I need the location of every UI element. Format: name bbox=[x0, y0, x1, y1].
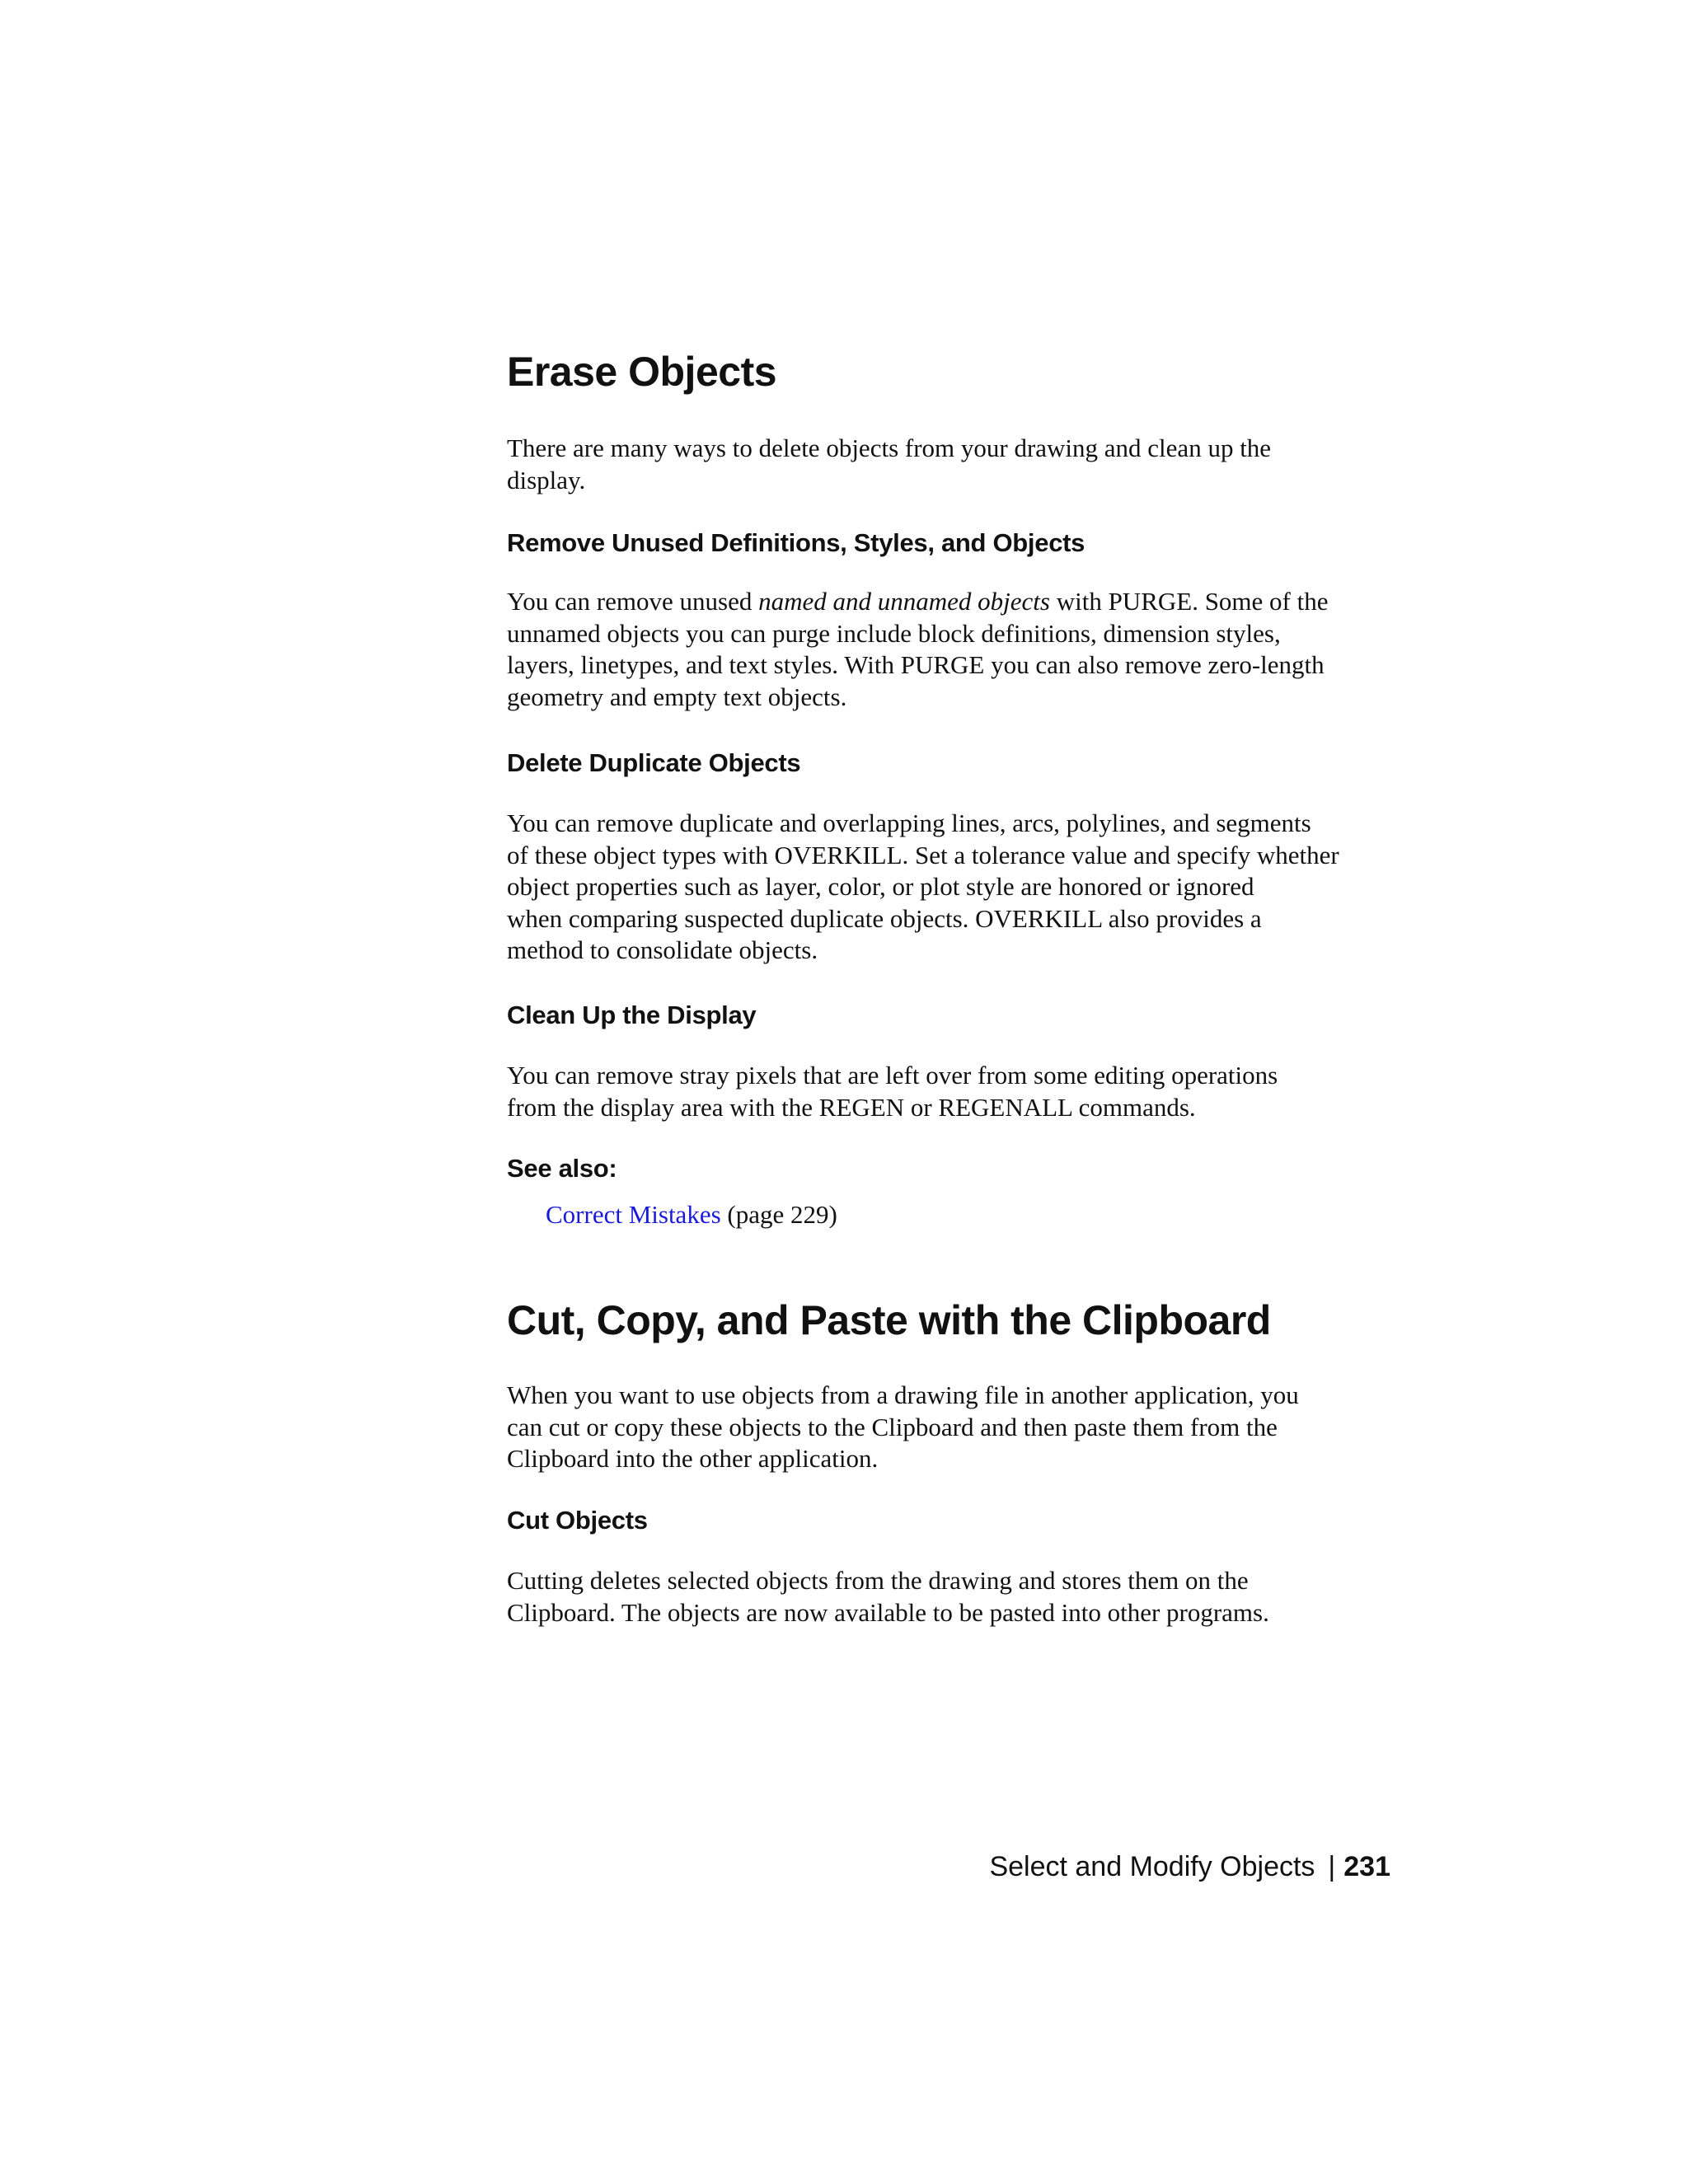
section-title-erase-objects: Erase Objects bbox=[507, 349, 777, 395]
text-line: geometry and empty text objects. bbox=[507, 682, 847, 711]
text-line: Clipboard. The objects are now available to be pasted into other programs. bbox=[507, 1597, 1269, 1627]
subheading-cut-objects: Cut Objects bbox=[507, 1506, 648, 1535]
see-also-label: See also: bbox=[507, 1154, 617, 1183]
text-line: layers, linetypes, and text styles. With PURGE you can also remove zero-length bbox=[507, 650, 1325, 679]
subheading-remove-unused: Remove Unused Definitions, Styles, and Objects bbox=[507, 528, 1085, 557]
text-line: display. bbox=[507, 465, 586, 494]
subheading-delete-duplicates: Delete Duplicate Objects bbox=[507, 748, 801, 777]
footer-separator: | bbox=[1328, 1851, 1336, 1882]
text-line: method to consolidate objects. bbox=[507, 935, 818, 964]
erase-intro-paragraph bbox=[507, 433, 1405, 496]
text-line: Cutting deletes selected objects from the drawing and stores them on the bbox=[507, 1566, 1249, 1595]
page-footer bbox=[989, 1849, 1390, 1884]
text-line: Clipboard into the other application. bbox=[507, 1444, 879, 1473]
text-line: object properties such as layer, color, or plot style are honored or ignored bbox=[507, 872, 1254, 901]
page-reference: (page 229) bbox=[720, 1200, 837, 1229]
chapter-title: Select and Modify Objects bbox=[989, 1851, 1315, 1882]
see-also-item bbox=[546, 1199, 1444, 1231]
text-run: with PURGE. Some of the bbox=[1049, 587, 1329, 616]
correct-mistakes-link[interactable]: Correct Mistakes bbox=[546, 1200, 721, 1229]
subheading-clean-up-display: Clean Up the Display bbox=[507, 1001, 757, 1029]
clean-up-paragraph bbox=[507, 1060, 1405, 1123]
clipboard-intro-paragraph bbox=[507, 1380, 1405, 1475]
cut-objects-paragraph bbox=[507, 1565, 1405, 1629]
text-line: You can remove stray pixels that are left over from some editing operations bbox=[507, 1061, 1278, 1090]
remove-unused-paragraph bbox=[507, 586, 1405, 713]
text-line: can cut or copy these objects to the Clipboard and then paste them from the bbox=[507, 1412, 1278, 1441]
text-run: You can remove unused bbox=[507, 587, 759, 616]
text-line: You can remove duplicate and overlapping lines, arcs, polylines, and segments bbox=[507, 808, 1311, 837]
page-number: 231 bbox=[1343, 1851, 1390, 1882]
text-line: unnamed objects you can purge include block definitions, dimension styles, bbox=[507, 618, 1281, 648]
text-line: from the display area with the REGEN or REGENALL commands. bbox=[507, 1092, 1196, 1122]
section-title-cut-copy-paste: Cut, Copy, and Paste with the Clipboard bbox=[507, 1297, 1271, 1343]
delete-duplicates-paragraph bbox=[507, 808, 1405, 967]
emphasis-text: named and unnamed objects bbox=[758, 587, 1050, 616]
text-line: There are many ways to delete objects from your drawing and clean up the bbox=[507, 434, 1272, 462]
text-line: when comparing suspected duplicate objects. OVERKILL also provides a bbox=[507, 903, 1262, 933]
text-line: of these object types with OVERKILL. Set a tolerance value and specify whether bbox=[507, 840, 1339, 869]
text-line: When you want to use objects from a drawing file in another application, you bbox=[507, 1380, 1299, 1409]
